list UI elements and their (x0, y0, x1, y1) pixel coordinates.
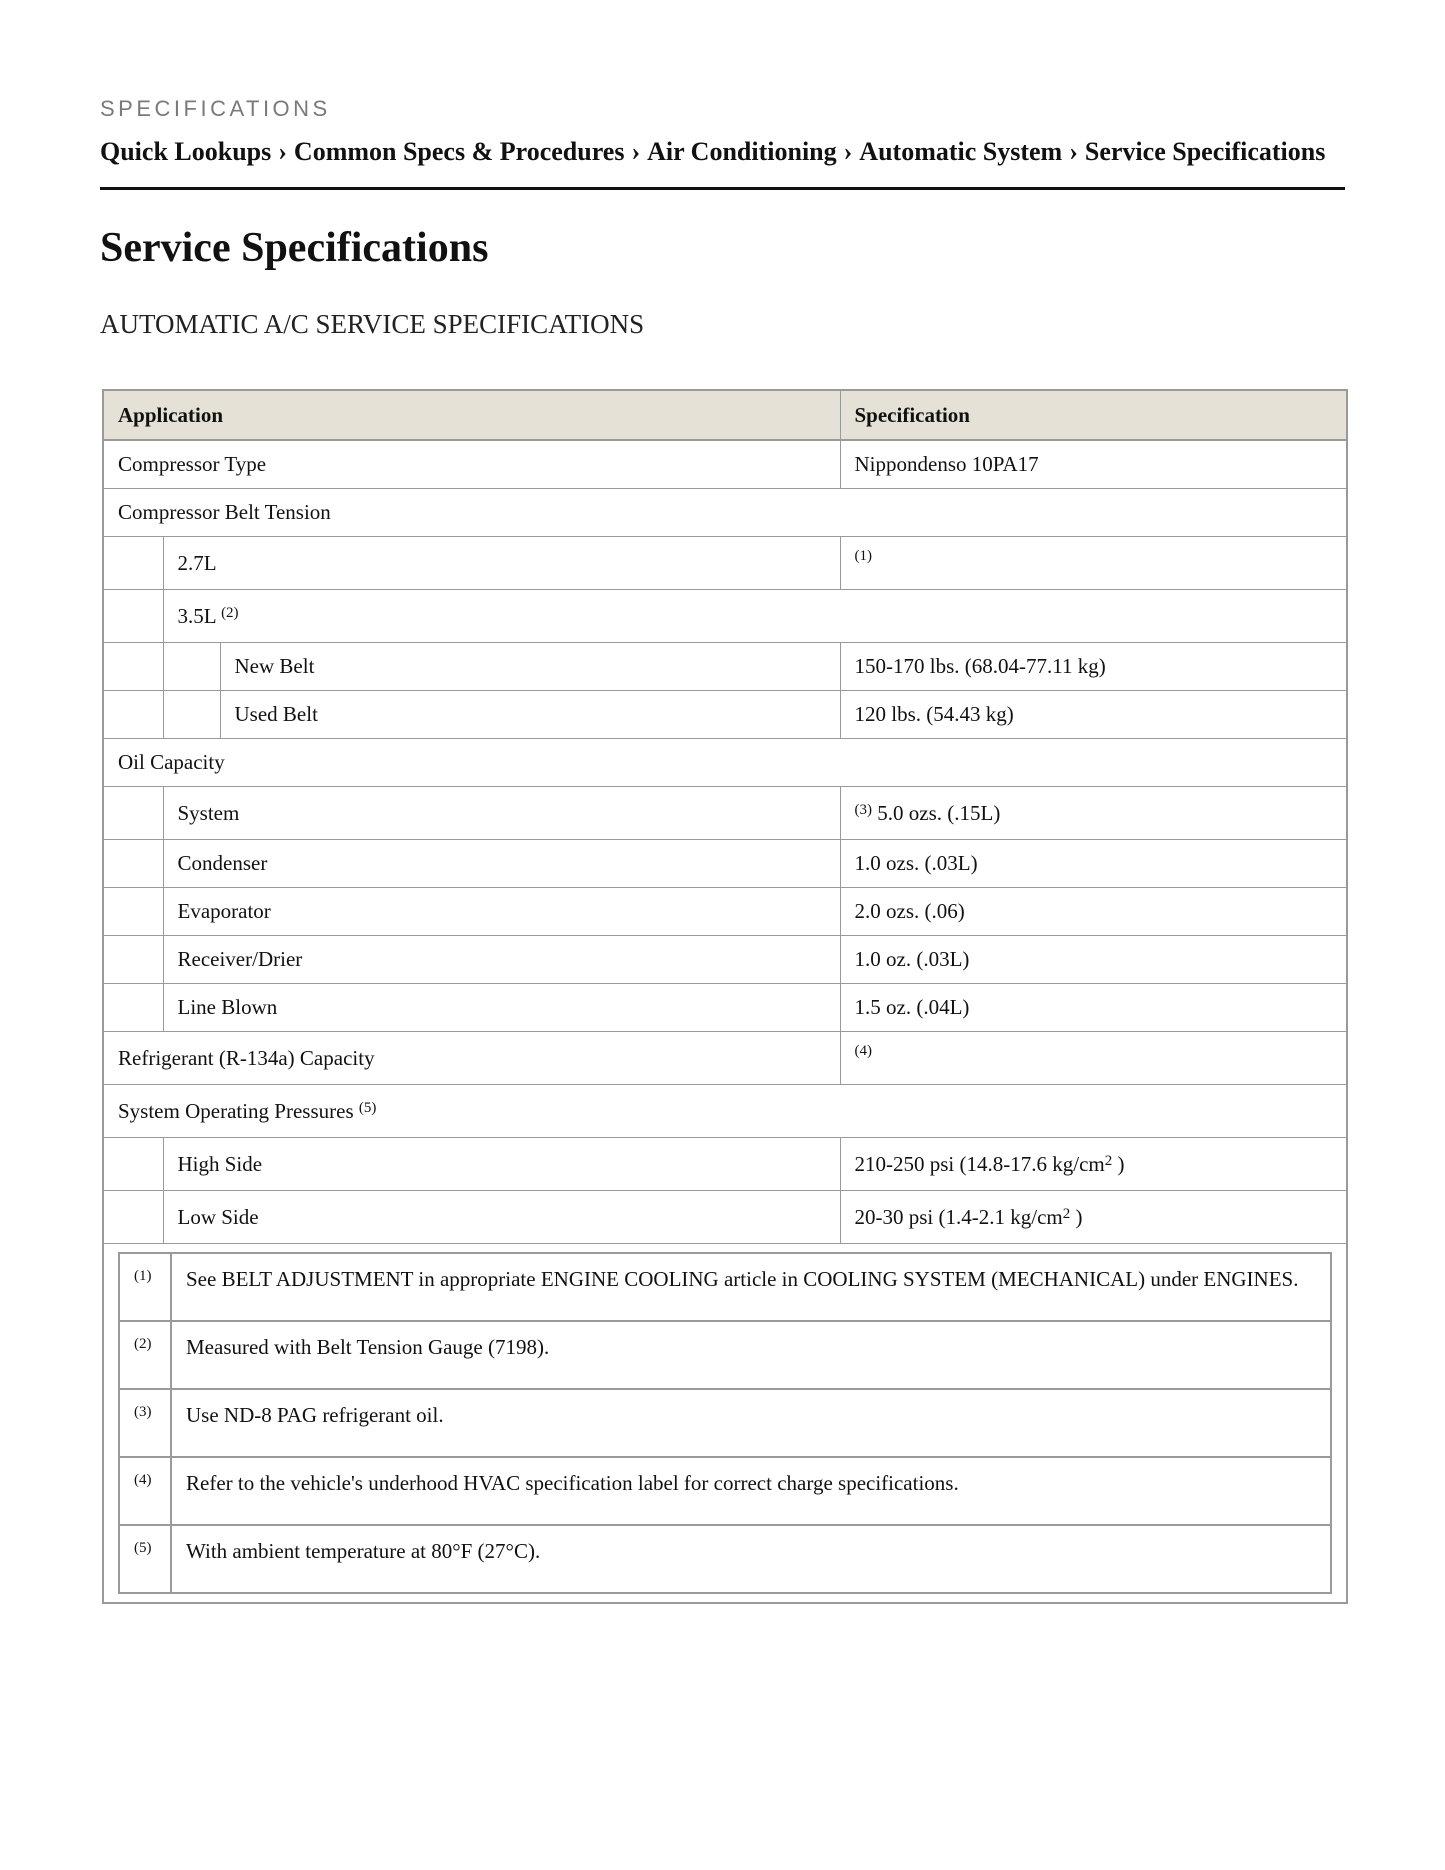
group-label-oil-capacity: Oil Capacity (103, 739, 1347, 787)
indent-cell (103, 590, 163, 643)
row-value-system (840, 787, 1347, 840)
table-row (103, 984, 1347, 1032)
footnote-row (119, 1321, 1331, 1389)
breadcrumb-separator: › (1069, 137, 1078, 166)
table-row (103, 691, 1347, 739)
breadcrumb-item-common-specs[interactable]: Common Specs & Procedures (293, 137, 625, 166)
unit-exponent: 2 (1062, 1205, 1071, 1222)
breadcrumb-item-service-specifications: Service Specifications (1084, 137, 1326, 166)
row-value-refrigerant-capacity (840, 1032, 1347, 1085)
row-label-refrigerant-capacity: Refrigerant (R-134a) Capacity (103, 1032, 840, 1085)
page-title: Service Specifications (100, 225, 489, 271)
footnote-number: (3) (119, 1389, 171, 1457)
row-value-close: ) (1070, 1204, 1083, 1229)
row-value-text: 5.0 ozs. (.15L) (877, 800, 1001, 825)
row-value-high-side (840, 1138, 1347, 1191)
footnote-text: With ambient temperature at 80°F (27°C). (171, 1525, 1331, 1593)
row-label-low-side: Low Side (163, 1191, 840, 1244)
table-row (103, 1138, 1347, 1191)
row-value-evaporator: 2.0 ozs. (.06) (840, 888, 1347, 936)
table-row (103, 936, 1347, 984)
footnote-text: Measured with Belt Tension Gauge (7198). (171, 1321, 1331, 1389)
table-row (103, 590, 1347, 643)
indent-cell (103, 691, 163, 739)
footnote-ref[interactable]: (3) (854, 801, 872, 818)
footnotes-table (118, 1252, 1332, 1594)
footnote-text: Refer to the vehicle's underhood HVAC specification label for correct charge specifications. (171, 1457, 1331, 1525)
indent-cell (103, 787, 163, 840)
indent-cell (103, 643, 163, 691)
footnote-number: (5) (119, 1525, 171, 1593)
table-subtitle: AUTOMATIC A/C SERVICE SPECIFICATIONS (100, 309, 645, 339)
row-label-line-blown: Line Blown (163, 984, 840, 1032)
header-divider (100, 187, 1345, 190)
row-value-new-belt: 150-170 lbs. (68.04-77.11 kg) (840, 643, 1347, 691)
footnote-text: See BELT ADJUSTMENT in appropriate ENGINE COOLING article in COOLING SYSTEM (MECHANICAL) under ENGINES. (171, 1253, 1331, 1321)
footnote-ref[interactable]: (1) (854, 547, 872, 564)
row-value-2-7l (840, 537, 1347, 590)
row-label-system: System (163, 787, 840, 840)
footnotes-row (103, 1244, 1347, 1604)
group-label-text: System Operating Pressures (118, 1098, 354, 1123)
row-value-condenser: 1.0 ozs. (.03L) (840, 840, 1347, 888)
row-label-compressor-type: Compressor Type (103, 440, 840, 489)
table-row (103, 1191, 1347, 1244)
footnote-number: (1) (119, 1253, 171, 1321)
breadcrumb-item-automatic-system[interactable]: Automatic System (859, 137, 1063, 166)
footnote-ref[interactable]: (4) (854, 1042, 872, 1059)
indent-cell (103, 1138, 163, 1191)
table-row (103, 643, 1347, 691)
table-row (103, 440, 1347, 489)
section-label: SPECIFICATIONS (100, 96, 331, 121)
indent-cell (103, 537, 163, 590)
indent-cell (103, 936, 163, 984)
footnote-number: (2) (119, 1321, 171, 1389)
footnote-number: (4) (119, 1457, 171, 1525)
table-header-row (103, 390, 1347, 440)
table-group-row (103, 739, 1347, 787)
row-label-3-5l (163, 590, 1347, 643)
footnote-row (119, 1253, 1331, 1321)
row-label-2-7l: 2.7L (163, 537, 840, 590)
row-label-used-belt: Used Belt (220, 691, 840, 739)
indent-cell (103, 840, 163, 888)
table-row (103, 840, 1347, 888)
row-label-condenser: Condenser (163, 840, 840, 888)
table-row (103, 787, 1347, 840)
specifications-table (102, 389, 1348, 1604)
row-label-evaporator: Evaporator (163, 888, 840, 936)
footnote-row (119, 1457, 1331, 1525)
indent-cell (103, 1191, 163, 1244)
column-header-specification: Specification (840, 390, 1347, 440)
row-value-text: 20-30 psi (1.4-2.1 kg/cm (854, 1204, 1063, 1229)
row-value-receiver-drier: 1.0 oz. (.03L) (840, 936, 1347, 984)
footnote-row (119, 1389, 1331, 1457)
breadcrumb-item-quick-lookups[interactable]: Quick Lookups (100, 137, 272, 166)
table-group-row (103, 489, 1347, 537)
row-label-text: 3.5L (177, 603, 216, 628)
row-value-low-side (840, 1191, 1347, 1244)
indent-cell (163, 643, 220, 691)
table-group-row (103, 1085, 1347, 1138)
row-label-new-belt: New Belt (220, 643, 840, 691)
row-value-used-belt: 120 lbs. (54.43 kg) (840, 691, 1347, 739)
indent-cell (163, 691, 220, 739)
breadcrumb (100, 137, 1345, 167)
footnote-text: Use ND-8 PAG refrigerant oil. (171, 1389, 1331, 1457)
group-label-belt-tension: Compressor Belt Tension (103, 489, 1347, 537)
footnotes-cell (103, 1244, 1347, 1604)
group-label-operating-pressures (103, 1085, 1347, 1138)
unit-exponent: 2 (1104, 1152, 1113, 1169)
footnote-ref[interactable]: (5) (358, 1099, 377, 1116)
row-label-high-side: High Side (163, 1138, 840, 1191)
footnote-ref[interactable]: (2) (221, 604, 239, 621)
breadcrumb-separator: › (278, 137, 287, 166)
row-value-text: 210-250 psi (14.8-17.6 kg/cm (854, 1151, 1105, 1176)
footnote-row (119, 1525, 1331, 1593)
indent-cell (103, 888, 163, 936)
row-value-compressor-type: Nippondenso 10PA17 (840, 440, 1347, 489)
table-row (103, 888, 1347, 936)
table-row (103, 537, 1347, 590)
breadcrumb-item-air-conditioning[interactable]: Air Conditioning (647, 137, 837, 166)
breadcrumb-separator: › (843, 137, 853, 166)
column-header-application: Application (103, 390, 840, 440)
row-value-line-blown: 1.5 oz. (.04L) (840, 984, 1347, 1032)
table-row (103, 1032, 1347, 1085)
row-value-close: ) (1112, 1151, 1125, 1176)
indent-cell (103, 984, 163, 1032)
breadcrumb-separator: › (631, 137, 641, 166)
row-label-receiver-drier: Receiver/Drier (163, 936, 840, 984)
